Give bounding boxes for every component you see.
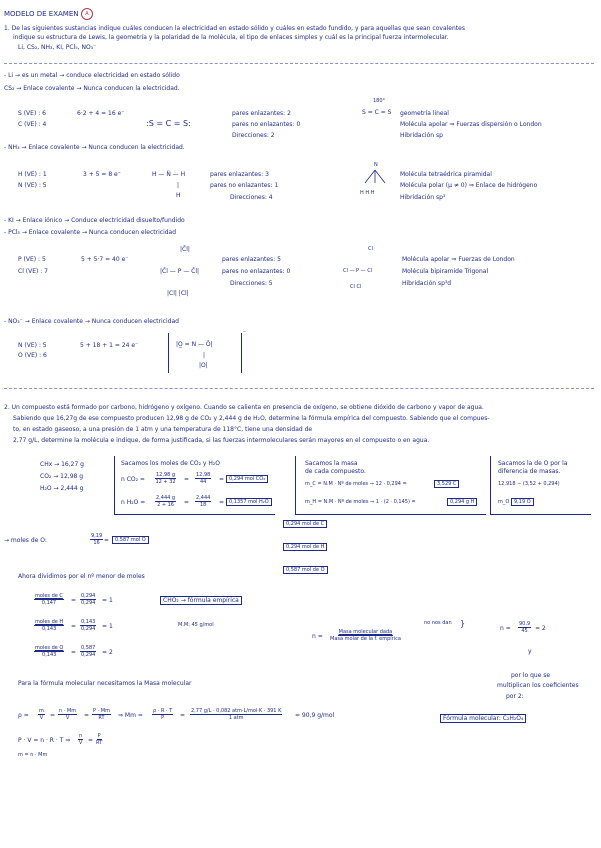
ratio-c-frac2: $\frac{0,294}{0,294}$	[81, 593, 96, 606]
cs2-pares-no: pares no enlazantes: 0	[232, 121, 301, 128]
cs2-ve-s: S (VE) : 6	[18, 110, 46, 117]
pcl5-direcciones: Direcciones: 5	[230, 280, 273, 287]
mass-h-result: 0,294 g H	[447, 498, 477, 506]
mass-o-result: 9,19 O	[511, 498, 534, 506]
data-chx: CHx → 16,27 g	[40, 461, 84, 468]
pv-frac1: $\frac{n}{V}$	[78, 733, 83, 746]
pcl5-ve-p: P (VE) : 5	[18, 256, 46, 263]
n-frac: Masa molecular dada Masa molar de la f. empírica	[330, 629, 401, 642]
ex1-compounds: Li, CS₂, NH₃, KI, PCl₅, NO₃⁻	[18, 44, 97, 51]
mass-c-result: 3,529 C	[434, 480, 459, 488]
n-eq-label: n =	[312, 633, 323, 640]
n-co2-frac1: $\frac{12,98 g}{12 + 32}$	[155, 472, 176, 485]
nh3-lewis-top: H — N̈ — H	[152, 171, 186, 178]
m-nmm-eq: m = n · Mm	[18, 752, 48, 758]
rho-frac3: $\frac{P \cdot Mm}{RT}$	[93, 708, 110, 721]
nh3-pares-no: pares no enlazantes: 1	[210, 182, 279, 189]
ox-calc: 12,918 − (3,52 + 0,294)	[498, 481, 560, 487]
n-co2-frac2: $\frac{12,98}{44}$	[196, 472, 211, 485]
n-h2o-result: 0,1357 mol H₂O	[226, 498, 272, 506]
cs2-head: CS₂ → Enlace covalente → Nunca conducen la electricidad.	[4, 85, 180, 92]
cs2-direcciones: Direcciones: 2	[232, 132, 275, 139]
nh3-sum: 3 + 5 = 8 e⁻	[83, 171, 121, 178]
ex1-statement-line2: indique su estructura de Lewis, la geometría y la polaridad de la molécula, el tipo de enlaces simples y cuál es la principal fuerza intermolecular.	[13, 34, 449, 41]
no3-head: - NO₃⁻ → Enlace covalente → Nunca conducen electricidad	[4, 318, 179, 325]
ex2-statement-line4: 2,77 g/L, determine la molécula e indique, de forma justificada, si las fuerzas intermoleculares serán mayores en el compuesto o en agua.	[13, 437, 430, 444]
page-title: MODELO DE EXAMEN	[4, 10, 79, 18]
mult-line1: por lo que se	[511, 672, 551, 679]
result-moles-o: 0,587 mol de O	[283, 566, 328, 574]
n-co2-result: 0,294 mol CO₂	[226, 475, 268, 483]
ratio-c-result: = 1	[102, 597, 113, 604]
no-dan-note: no nos dan	[424, 620, 452, 626]
no3-ve-o: O (VE) : 6	[18, 352, 47, 359]
molecular-formula: Fórmula molecular: C₂H₂O₄	[440, 714, 526, 723]
cs2-lewis: :S = C = S:	[146, 119, 191, 128]
rho-frac1: $\frac{m}{V}$	[39, 708, 44, 721]
empirical-molar-mass: M.M: 45 g/mol	[178, 622, 214, 628]
result-moles-h: 0,294 mol de H	[283, 543, 327, 551]
nh3-head: - NH₃ → Enlace covalente → Nunca conducen la electricidad.	[4, 144, 185, 151]
n2-result: ≃ 2	[535, 625, 546, 632]
no3-lewis-mid: |	[203, 352, 206, 359]
nh3-geometry-sketch	[360, 168, 390, 188]
nh3-pares-enl: pares enlazantes: 3	[210, 171, 269, 178]
masa-head2: de cada compuesto.	[305, 468, 366, 475]
cs2-linear-sketch: S = C = S	[362, 109, 392, 116]
moles-o-result: 0,587 mol O	[112, 536, 149, 544]
cs2-mol: Molécula apolar ⇒ Fuerzas dispersión o London	[400, 121, 542, 128]
no3-charge: ⁻	[243, 330, 247, 337]
rho-frac2: $\frac{n \cdot Mm}{V}$	[59, 708, 77, 721]
moles-o-label: → moles de O:	[4, 537, 47, 544]
divider	[4, 63, 594, 64]
ex2-statement-line1: 2. Un compuesto está formado por carbono, hidrógeno y oxígeno. Cuando se calienta en presencia de oxígeno, se obtiene dióxido de carbono y vapor de agua.	[4, 404, 484, 411]
pcl5-lewis-mid: |C̄l — P — C̄l|	[160, 268, 200, 275]
ox-head1: Sacamos la de O por la	[498, 460, 568, 467]
pcl5-sum: 5 + 5·7 = 40 e⁻	[81, 256, 129, 263]
nh3-ve-h: H (VE) : 1	[18, 171, 47, 178]
pcl5-pares-enl: pares enlazantes: 5	[222, 256, 281, 263]
n2-y: y	[528, 648, 532, 655]
n-co2-label: n CO₂ =	[121, 476, 145, 483]
pcl5-ve-cl: Cl (VE) : 7	[18, 268, 48, 275]
moles-head: Sacamos los moles de CO₂ y H₂O	[121, 460, 221, 467]
ratio-c-frac: moles de C 0,147	[35, 593, 63, 606]
nh3-mol: Molécula polar (μ ≠ 0) ⇒ Enlace de hidrógeno	[400, 182, 538, 189]
cs2-hib: Hibridación sp	[400, 132, 443, 139]
n-h2o-frac1: $\frac{2,444 g}{2 + 16}$	[156, 495, 176, 508]
ratio-h-frac: moles de H 0,143	[35, 619, 64, 632]
pcl5-sketch-mid: Cl — P — Cl	[343, 268, 373, 274]
ratio-o-result: = 2	[102, 649, 113, 656]
pcl5-head: - PCl₅ → Enlace covalente → Nunca conducen electricidad	[4, 229, 177, 236]
mult-line3: por 2:	[506, 693, 524, 700]
ex2-statement-line3: to, en estado gaseoso, a una presión de 1 atm y una temperatura de 118°C, tiene una densidad de	[13, 426, 313, 433]
divider	[4, 388, 594, 389]
no3-ve-n: N (VE) : 5	[18, 342, 47, 349]
pcl5-sketch-top: Cl	[368, 246, 373, 252]
para-text: Para la fórmula molecular necesitamos la Masa molecular	[18, 680, 192, 687]
model-letter-badge: A	[81, 8, 93, 20]
nh3-direcciones: Direcciones: 4	[230, 194, 273, 201]
nh3-sketch-n: N	[374, 162, 378, 168]
cs2-sum: 6·2 + 4 = 16 e⁻	[77, 110, 125, 117]
pcl5-sketch-bot: Cl Cl	[350, 284, 362, 290]
result-moles-c: 0,294 mol de C	[283, 520, 327, 528]
nh3-geom: Molécula tetraédrica piramidal	[400, 171, 492, 178]
ex2-statement-line2: Sabiendo que 16,27g de ese compuesto producen 12,98 g de CO₂ y 2,444 g de H₂O, determine la fórmula empírica del compuesto. Sabiendo que el compues-	[13, 415, 490, 422]
mass-h-calc: m_H = N.M · Nº de moles ⇒ 1 · (2 · 0,145) =	[305, 499, 416, 505]
nh3-hib: Hibridación sp³	[400, 194, 446, 201]
pcl5-pares-no: pares no enlazantes: 0	[222, 268, 291, 275]
pcl5-lewis-bot: |Cl| |Cl|	[167, 290, 189, 297]
no3-lewis-top: |O̲ = N — Ō|	[176, 341, 213, 348]
no3-lewis-bot: |O|	[199, 362, 208, 369]
pcl5-lewis-top: |C̄l|	[180, 246, 190, 253]
n2-label: n =	[500, 625, 511, 632]
masa-head1: Sacamos la masa	[305, 460, 358, 467]
mm-calc-frac: 2,77 g/L · 0,082 atm·L/mol·K · 391 K 1 atm	[191, 708, 282, 721]
n-h2o-frac2: $\frac{2,444}{18}$	[196, 495, 211, 508]
nh3-lewis-bot: H	[176, 192, 181, 199]
ratio-h-frac2: $\frac{0,143}{0,294}$	[81, 619, 96, 632]
ex1-statement-line1: 1. De las siguientes sustancias indique cuáles conducen la electricidad en estado sólido y cuáles en estado fundido, y para aquellas que sean covalentes	[4, 25, 465, 32]
mm-frac: $\frac{\rho \cdot R \cdot T}{P}$	[153, 708, 173, 721]
n2-frac: $\frac{90,9}{45}$	[519, 621, 531, 634]
mm-eq: ⇒ Mm =	[118, 712, 143, 719]
data-co2: CO₂ → 12,98 g	[40, 473, 84, 480]
nh3-lewis-mid: |	[177, 182, 180, 189]
mult-line2: multiplican los coeficientes	[497, 682, 579, 689]
pv-eq: P · V = n · R · T ⇒	[18, 737, 71, 744]
no3-sum: 5 + 18 + 1 = 24 e⁻	[80, 342, 139, 349]
li-line: - Li → es un metal → conduce electricidad en estado sólido	[4, 72, 180, 79]
pv-frac2: $\frac{P}{RT}$	[96, 733, 103, 746]
mm-calc-result: = 90,9 g/mol	[295, 712, 335, 719]
cs2-angle: 180°	[373, 98, 386, 104]
nh3-sketch-h: H H H	[360, 190, 375, 196]
ratio-o-frac2: $\frac{0,587}{0,294}$	[81, 645, 96, 658]
cs2-pares-enl: pares enlazantes: 2	[232, 110, 291, 117]
pcl5-geom: Molécula apolar ⇒ Fuerzas de London	[402, 256, 515, 263]
nh3-ve-n: N (VE) : 5	[18, 182, 47, 189]
mass-c-calc: m_C = N.M · Nº de moles ⇒ 12 · 0,294 =	[305, 481, 407, 487]
empirical-formula: CHO₂ → fórmula empírica	[160, 596, 242, 605]
moles-o-frac: $\frac{9,19}{16}$	[91, 533, 103, 546]
cs2-ve-c: C (VE) : 4	[18, 121, 47, 128]
data-h2o: H₂O → 2,444 g	[40, 485, 84, 492]
ratio-o-frac: moles de O 0,143	[35, 645, 64, 658]
ahora-text: Ahora dividimos por el nº menor de moles	[18, 573, 145, 580]
mass-o-label: m_O	[498, 499, 510, 505]
pcl5-mol: Molécula bipiramide Trigonal	[402, 268, 489, 275]
ratio-h-result: = 1	[102, 623, 113, 630]
ox-head2: diferencia de masas.	[498, 468, 561, 475]
n-h2o-label: n H₂O =	[121, 499, 146, 506]
rho-label: ρ =	[18, 712, 29, 719]
pcl5-hib: Hibridación sp³d	[402, 280, 452, 287]
ki-line: - KI → Enlace iónico → Conduce electricidad disuelto/fundido	[4, 217, 185, 224]
cs2-geom: geometría lineal	[400, 110, 449, 117]
